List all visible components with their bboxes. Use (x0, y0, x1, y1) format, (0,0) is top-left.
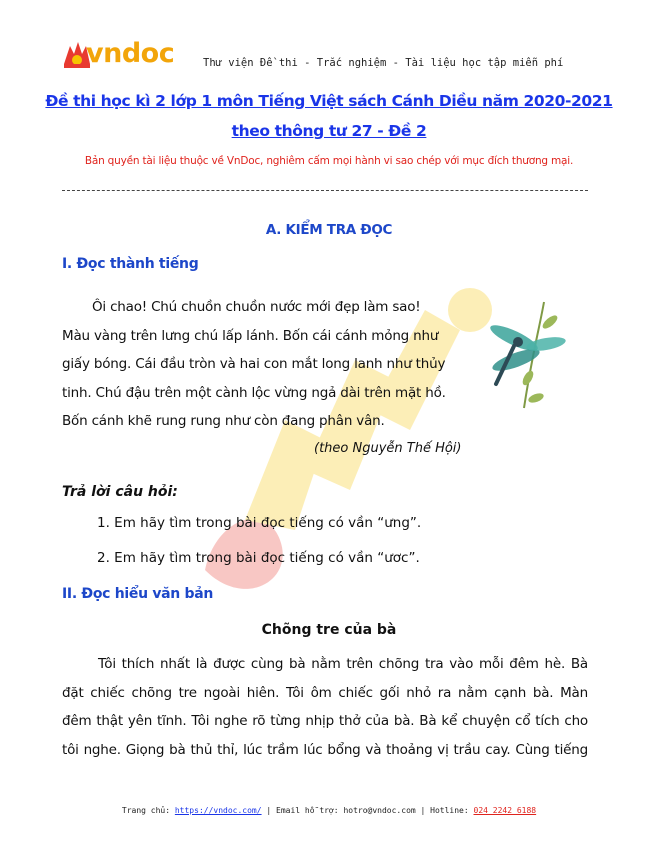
story-title: Chõng tre của bà (261, 622, 397, 638)
story-line: Tôi thích nhất là được cùng bà nằm trên chõng tra vào mỗi đêm hè. Bà (98, 656, 588, 672)
copyright-notice: Bản quyền tài liệu thuộc về VnDoc, nghiêm cấm mọi hành vi sao chép với mục đích thương mại. (84, 155, 574, 167)
dashed-divider (62, 190, 588, 191)
part1-heading: I. Đọc thành tiếng (62, 256, 199, 272)
section-heading-a: A. KIỂM TRA ĐỌC (265, 222, 393, 238)
passage-line: Màu vàng trên lưng chú lấp lánh. Bốn cái cánh mỏng như (62, 327, 439, 344)
footer-email-label: | Email hỗ trợ: (261, 806, 344, 815)
document-title-line1[interactable]: Đề thi học kì 2 lớp 1 môn Tiếng Việt sách Cánh Diều năm 2020-2021 (45, 92, 613, 110)
footer-home-link[interactable]: https://vndoc.com/ (174, 806, 262, 815)
footer-email[interactable]: hotro@vndoc.com (343, 806, 416, 815)
footer-hotline-label: | Hotline: (415, 806, 474, 815)
page-header (60, 36, 600, 76)
footer-hotline[interactable]: 024 2242 6188 (473, 806, 537, 815)
page-footer (0, 806, 658, 815)
footer-home-label: Trang chủ: (121, 806, 175, 815)
part2-heading: II. Đọc hiểu văn bản (62, 586, 214, 602)
logo-text: vndoc (86, 38, 175, 69)
story-line: đặt chiếc chõng tre ngoài hiên. Tôi ôm chiếc gối nhỏ ra nằm cạnh bà. Màn (62, 684, 588, 701)
dragonfly-icon (484, 300, 574, 410)
story-line: tôi nghe. Giọng bà thủ thỉ, lúc trầm lúc bổng và thoảng vị trầu cay. Cùng tiếng (62, 741, 588, 758)
passage-line: tinh. Chú đậu trên một cành lộc vừng ngả dài trên mặt hồ. (62, 384, 446, 401)
document-title-line2[interactable]: theo thông tư 27 - Đề 2 (231, 122, 427, 140)
answer-label: Trả lời câu hỏi: (62, 484, 178, 500)
reading-passage (62, 293, 462, 436)
question-2: 2. Em hãy tìm trong bài đọc tiếng có vần “ươc”. (97, 550, 420, 566)
passage-line: Ôi chao! Chú chuồn chuồn nước mới đẹp làm sao! (92, 299, 421, 315)
header-tagline: Thư viện Đề thi - Trắc nghiệm - Tài liệu học tập miễn phí (203, 57, 564, 69)
story-passage (62, 650, 588, 764)
passage-source: (theo Nguyễn Thế Hội) (314, 441, 462, 456)
passage-line: Bốn cánh khẽ rung rung như còn đang phân vân. (62, 413, 385, 429)
question-1: 1. Em hãy tìm trong bài đọc tiếng có vần “ưng”. (97, 515, 422, 531)
story-line: đêm thật yên tĩnh. Tôi nghe rõ từng nhịp thở của bà. Bà kể chuyện cổ tích cho (62, 713, 588, 729)
passage-line: giấy bóng. Cái đầu tròn và hai con mắt long lanh như thủy (62, 356, 446, 372)
